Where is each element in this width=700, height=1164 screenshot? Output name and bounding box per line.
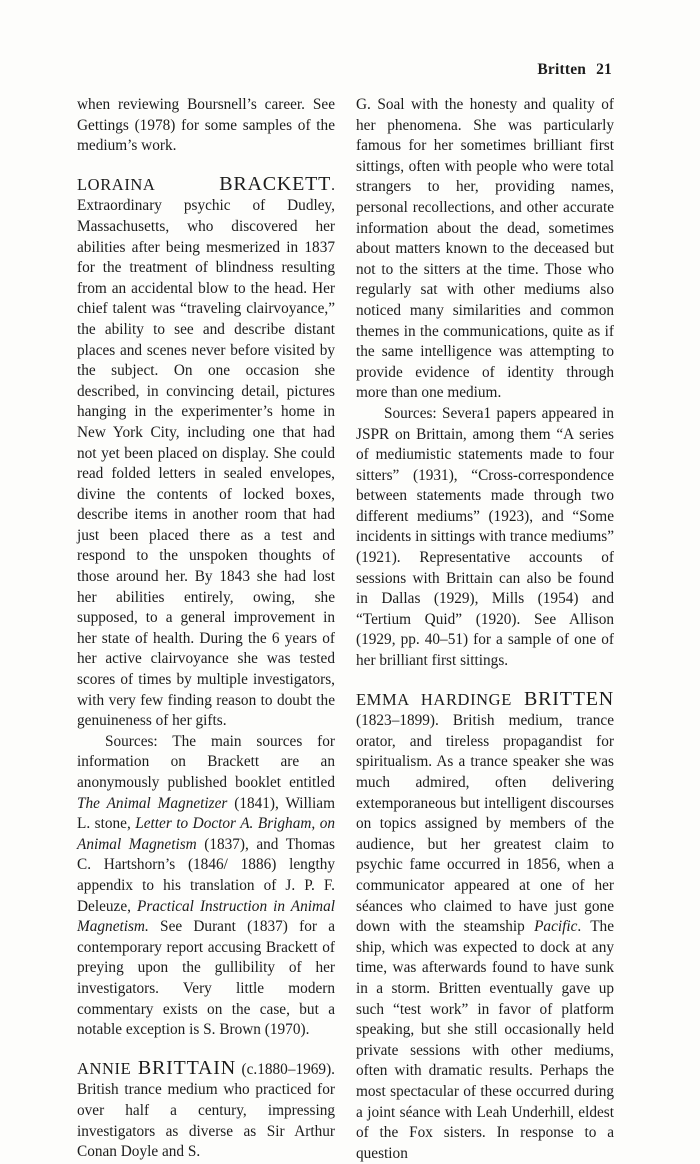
- page-number: 21: [596, 61, 612, 78]
- entry-name-last: BRITTAIN: [137, 1056, 236, 1079]
- britten-paragraph: [356, 689, 614, 1164]
- entry-name-punct: .: [331, 176, 335, 194]
- running-head-title: Britten: [537, 61, 587, 78]
- sources-text: Sources: The main sources for information on Brackett are an anonymously published booklet entitled: [77, 732, 335, 791]
- entry-dates: (c.1880–1969).: [235, 1060, 335, 1078]
- brittain-continued: G. Soal with the honesty and quality of her phenomena. She was particularly famous for her sometimes brilliant first sittings, often with people who were total strangers to her, providing names, personal recollections, and other accurate information about the dead, sometimes about matters known to the deceased but not to the sitters at the time. Those who regularly sat with other mediums also noticed many similarities and common themes in the communications, quite as if the same intelligence was attempting to provide evidence of identity through more than one medium.: [356, 96, 614, 402]
- entry-name-last: BRACKETT: [219, 172, 332, 195]
- entry-body: . The ship, which was expected to dock at any time, was afterwards found to have sunk in a storm. Britten eventually gave up such “test work” in favor of platform speaking, but she still occasionally held private sessions with other mediums, often with dramatic results. Perhaps the most spectacular of these occurred during a joint séance with Leah Underhill, eldest of the Fox sisters. In response to a question: [356, 918, 614, 1162]
- sources-text: (1837), and Thomas C. Hartshorn’s (1846/ 1886) lengthy appendix to his translation of J. P. F. Deleuze,: [77, 835, 335, 915]
- entry-body: Extraordinary psychic of Dudley, Massachusetts, who discovered her abilities after being mesmerized in 1837 for the treatment of blindness resulting from an accidental blow to the head. Her chief talent was “traveling clairvoyance,” the ability to see and describe distant places and scenes never before visited by the subject. On one occasion she described, in convincing detail, pictures hanging in the experimenter’s home in New York City, including one that had not yet been placed on display. She could read folded letters in sealed envelopes, divine the contents of locked boxes, describe items in another room that had just been placed there as a test and respond to the unspoken thoughts of those around her. By 1843 she had lost her abilities entirely, owing, she supposed, to a general improvement in her state of health. During the 6 years of her active clairvoyance she was tested scores of times by multiple investigators, with very few finding reason to doubt the genuineness of her gifts.: [77, 197, 335, 730]
- entry-body: British trance medium who practiced for over half a century, impressing investigators as diverse as Sir Arthur Conan Doyle and S.: [77, 1081, 335, 1161]
- intro-paragraph: when reviewing Boursnell’s career. See Gettings (1978) for some samples of the medium’s work.: [77, 96, 335, 155]
- brackett-sources: [77, 732, 335, 1041]
- entry-brittain: [77, 1058, 335, 1163]
- entry-name-first: LORAINA: [77, 174, 220, 194]
- left-column: [77, 95, 335, 1163]
- right-column: [356, 95, 614, 1164]
- brackett-paragraph: [77, 174, 335, 732]
- brittain-paragraph: [77, 1058, 335, 1163]
- book-title: Practical Instruction in Animal Magnetism.: [77, 897, 335, 936]
- entry-name-first: ANNIE: [77, 1058, 138, 1078]
- sources-text: (1841), William L. stone,: [77, 794, 335, 833]
- book-title: Letter to Doctor A. Brigham, on Animal Magnetism: [77, 815, 335, 853]
- entry-body: (1823–1899). British medium, trance orator, and tireless propagandist for spiritualism. As a trance speaker she was much admired, often delivering extemporaneous but intelligent discourses on topics assigned by members of the audience, but her greatest claim to psychic fame occurred in 1856, when a communicator appeared at one of her séances who claimed to have just gone down with the steamship: [356, 712, 614, 936]
- entry-name-first: EMMA HARDINGE: [356, 689, 524, 709]
- entry-britten: [356, 689, 614, 1164]
- book-title: The Animal Magnetizer: [77, 794, 228, 812]
- running-head: [537, 61, 612, 79]
- entry-name-last: BRITTEN: [523, 687, 614, 710]
- ship-name: Pacific: [534, 918, 578, 936]
- brittain-sources: Sources: Severa1 papers appeared in JSPR on Brittain, among them “A series of mediumistic statements made to four sitters” (1931), “Cross-correspondence between statements made through two different mediums” (1923), and “Some incidents in sittings with trance mediums” (1921). Representative accounts of sessions with Brittain can also be found in Dallas (1929), Mills (1954) and “Tertium Quid” (1920). See Allison (1929, pp. 40–51) for a sample of one of her brilliant first sittings.: [356, 404, 614, 670]
- entry-brackett: [77, 174, 335, 1041]
- sources-text: See Durant (1837) for a contemporary report accusing Brackett of preying upon the gullibility of her investigators. Very little modern commentary exists on the case, but a notable exception is S. Brown (1970).: [77, 918, 335, 1039]
